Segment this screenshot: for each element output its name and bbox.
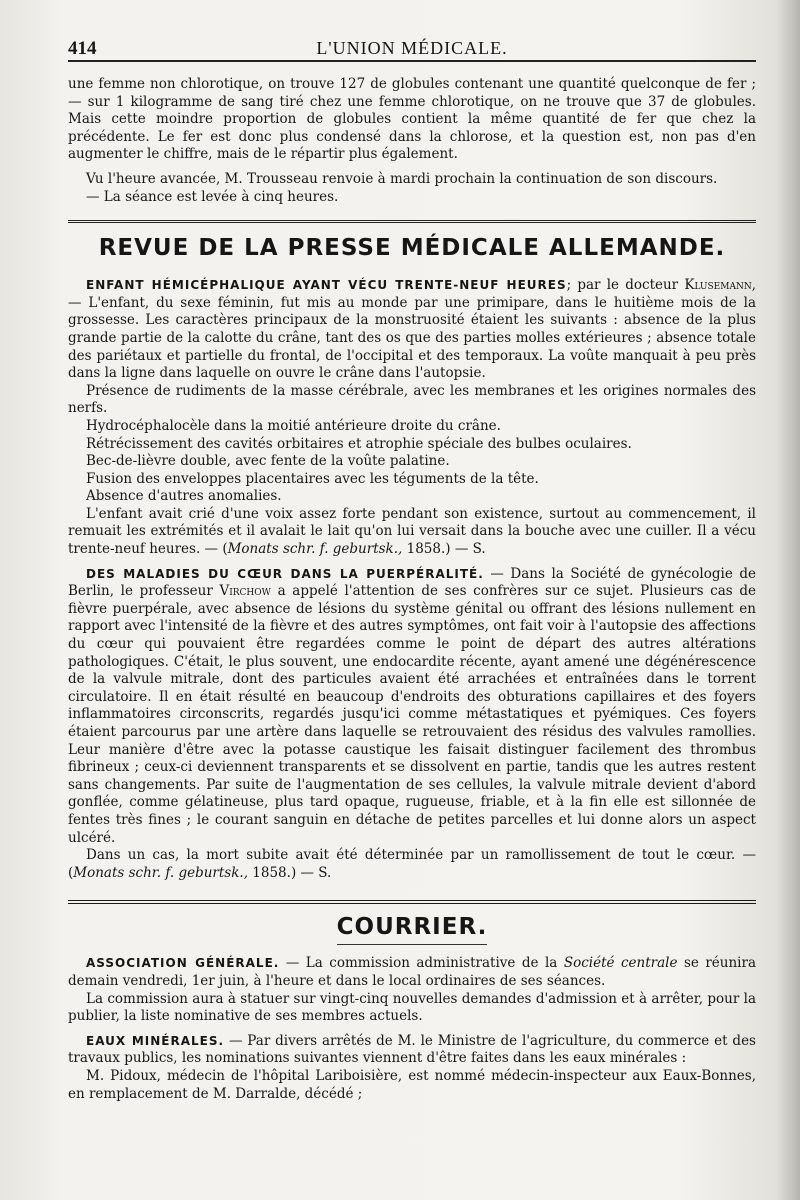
courrier-item-association (68, 955, 756, 990)
article-enfant-p2: Présence de rudiments de la masse cérébrale, avec les membranes et les origines normales des nerfs. (68, 382, 756, 417)
article-heading-enfant: ENFANT HÉMICÉPHALIQUE AYANT VÉCU TRENTE-NEUF HEURES (86, 278, 567, 293)
section-title-revue: REVUE DE LA PRESSE MÉDICALE ALLEMANDE. (98, 235, 726, 262)
article-enfant-p3-text: L'enfant avait crié d'une voix assez forte pendant son existence, surtout au commencement, il remuait les extrémités et il avalait le lait qu'on lui versait dans la bouche avec une cuiller. Il a vécu trente-neuf heures. — ( (68, 505, 756, 558)
citation-end: 1858.) — S. (248, 864, 332, 881)
author-name-virchow: Virchow (219, 583, 271, 600)
page-shadow-edge (776, 0, 800, 1200)
article-enfant-list-item: Hydrocéphalocèle dans la moitié antérieure droite du crâne. (86, 417, 501, 434)
page-number: 414 (68, 38, 97, 59)
courrier-item-eaux (68, 1033, 756, 1068)
courrier-eaux-p2: M. Pidoux, médecin de l'hôpital Lariboisière, est nommé médecin-inspecteur aux Eaux-Bonnes, en remplacement de M. Darralde, décédé ; (68, 1067, 756, 1102)
section-divider-courrier (68, 900, 756, 904)
courrier-association-text-b: se réunira demain vendredi, 1er juin, à l'heure et dans le local ordinaires de ses séances. (68, 955, 756, 989)
article-enfant-list-item: Fusion des enveloppes placentaires avec les téguments de la tête. (86, 470, 539, 487)
intro-paragraph-3: — La séance est levée à cinq heures. (86, 188, 339, 205)
intro-paragraph-2: Vu l'heure avancée, M. Trousseau renvoie à mardi prochain la continuation de son discours. (86, 170, 718, 187)
article-enfant-p1: — L'enfant, du sexe féminin, fut mis au monde par une primipare, dans le huitième mois de la grossesse. Les caractères principaux de la monstruosité étaient les suivants : absence de la plus grande partie de la calotte du crâne, tant des os que des parties molles extérieures ; absence totale des pariétaux et partielle du frontal, de l'occipital et des temporaux. La voûte manquait à peu près dans la ligne dans laquelle on ouvre le crâne dans l'autopsie. (68, 294, 756, 382)
byline-prefix: ; par le docteur (566, 277, 679, 294)
article-coeur-text-a: — Dans la Société de gynécologie de Berlin, le professeur (68, 565, 756, 600)
article-enfant-list-item: Bec-de-lièvre double, avec fente de la voûte palatine. (86, 453, 450, 470)
article-coeur-p1 (68, 566, 756, 848)
courrier-association-society: Société centrale (563, 955, 678, 972)
article-heading-coeur: DES MALADIES DU CŒUR DANS LA PUERPÉRALITÉ. (86, 566, 484, 581)
article-coeur-text-b: a appelé l'attention de ses confrères sur ce sujet. Plusieurs cas de fièvre puerpérale, avec absence de lésions du système génital ou offrant des lésions nullement en rapport avec l'intensité de la fièvre et des autres symptômes, ont fait voir à l'autopsie des affections du cœur qui pouvaient être regardées comme le point de départ des autres altérations pathologiques. C'était, le plus souvent, une endocardite récente, ayant amené une dégénérescence de la valvule mitrale, dont des particules avaient été arrachées et entraînées dans le torrent circulatoire. Il en était résulté en beaucoup d'endroits des obturations capillaires et des foyers inflammatoires circonscrits, regardés jusqu'ici comme métastatiques et pyémiques. Ces foyers étaient parcourus par une artère dans laquelle se retrouvaient des résidus des valvules ramollies. Leur manière d'être avec la potasse caustique les faisait distinguer facilement des thrombus fibrineux ; ceux-ci deviennent transparents et se dissolvent en partie, tandis que les autres restent sans changements. Par suite de l'augmentation de ses cellules, la valvule mitrale devient d'abord gonflée, comme gélatineuse, plus tard opaque, rugueuse, friable, et à la fin elle est sillonnée de fentes très fines ; le courant sanguin en détache de petites parcelles et lui donne alors un aspect ulcéré. (68, 583, 756, 846)
section-divider (68, 220, 756, 223)
article-coeur-p2 (68, 847, 756, 882)
courrier-eaux-text: — Par divers arrêtés de M. le Ministre de l'agriculture, du commerce et des travaux publics, les nominations suivantes viennent d'être faites dans les eaux minérales : (68, 1032, 756, 1067)
courrier-heading-eaux: EAUX MINÉRALES. (86, 1033, 225, 1048)
running-head: L'UNION MÉDICALE. (316, 38, 508, 58)
article-enfant-list-item: Rétrécissement des cavités orbitaires et atrophie spéciale des bulbes oculaires. (86, 435, 632, 452)
citation-source: Monats schr. f. geburtsk., (73, 864, 248, 881)
courrier-association-p2: La commission aura à statuer sur vingt-cinq nouvelles demandes d'admission et à arrêter, pour la publier, la liste nominative de ses membres actuels. (68, 990, 756, 1025)
article-enfant-list-item: Absence d'autres anomalies. (86, 488, 282, 505)
article-enfant-intro (68, 277, 756, 383)
author-name: Klusemann, (684, 277, 757, 294)
citation-source: Monats schr. f. geburtsk., (227, 541, 403, 558)
page-header (68, 34, 756, 62)
citation-end: 1858.) — S. (402, 541, 486, 558)
title-underline (337, 944, 487, 945)
courrier-association-text-a: — La commission administrative de la (279, 955, 564, 972)
article-coeur-p2-text: Dans un cas, la mort subite avait été déterminée par un ramollissement de tout le cœur. — ( (68, 847, 756, 881)
section-title-courrier: COURRIER. (336, 914, 488, 941)
courrier-heading-association: ASSOCIATION GÉNÉRALE. (86, 956, 280, 971)
intro-paragraph: une femme non chlorotique, on trouve 127 de globules contenant une quantité quelconque de fer ; — sur 1 kilogramme de sang tiré chez une femme chlorotique, on ne trouve que 37 de globules. Mais cette moindre proportion de globules contient la même quantité de fer que chez la précédente. Le fer est donc plus condensé dans la chlorose, et la question est, non pas d'en augmenter le chiffre, mais de le répartir plus également. (68, 76, 756, 163)
article-enfant-p3 (68, 506, 756, 559)
